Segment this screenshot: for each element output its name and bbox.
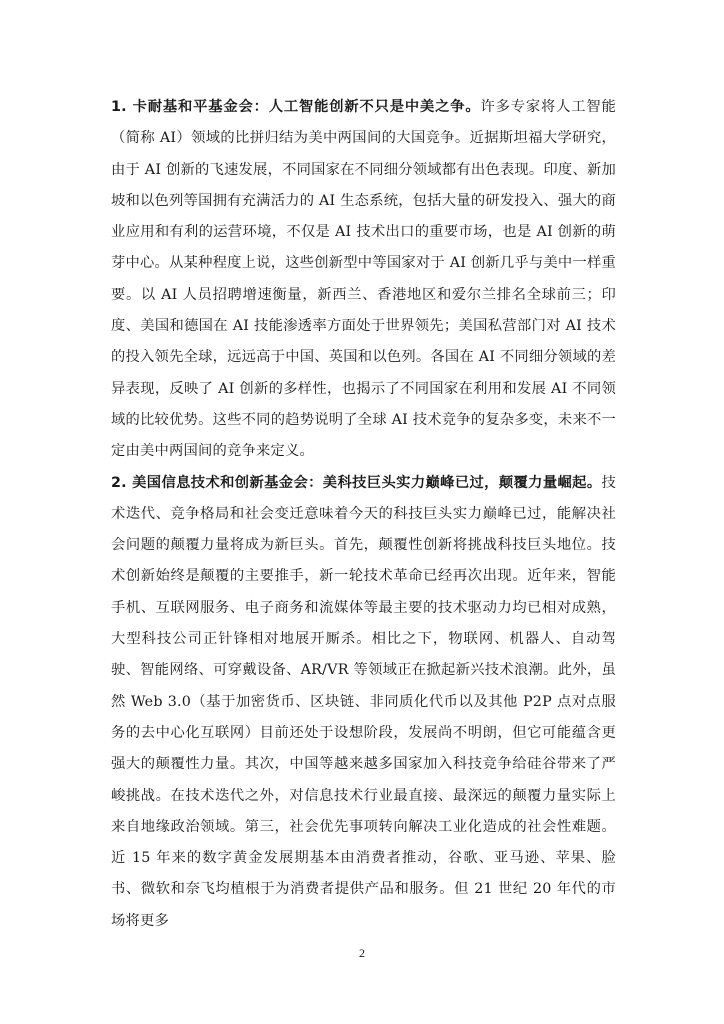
paragraph-2 (111, 468, 616, 937)
paragraph-1-body: 许多专家将人工智能（简称 AI）领域的比拼归结为美中两国间的大国竞争。近据斯坦福大学研究，由于 AI 创新的飞速发展，不同国家在不同细分领域都有出色表现。印度、新加坡和以色列等国拥有充满活力的 AI 生态系统，包括大量的研发投入、强大的商业应用和有利的运营环境，不仅是 AI 技术出口的重要市场，也是 AI 创新的萌芽中心。从某种程度上说，这些创新型中等国家对于 AI 创新几乎与美中一样重要。以 AI 人员招聘增速衡量，新西兰、香港地区和爱尔兰排名全球前三；印度、美国和德国在 AI 技能渗透率方面处于世界领先；美国私营部门对 AI 技术的投入领先全球，远远高于中国、英国和以色列。各国在 AI 不同细分领域的差异表现，反映了 AI 创新的多样性，也揭示了不同国家在利用和发展 AI 不同领域的比较优势。这些不同的趋势说明了全球 AI 技术竞争的复杂多变，未来不一定由美中两国间的竞争来定义。 (111, 99, 616, 460)
document-body (111, 92, 616, 937)
paragraph-1 (111, 92, 616, 468)
paragraph-1-heading: 1. 卡耐基和平基金会：人工智能创新不只是中美之争。 (111, 99, 481, 115)
page-number: 2 (359, 946, 365, 960)
paragraph-2-body: 技术迭代、竞争格局和社会变迁意味着今天的科技巨头实力巅峰已过，能解决社会问题的颠覆力量将成为新巨头。首先，颠覆性创新将挑战科技巨头地位。技术创新始终是颠覆的主要推手，新一轮技术革命已经再次出现。近年来，智能手机、互联网服务、电子商务和流媒体等最主要的技术驱动力均已相对成熟，大型科技公司正针锋相对地展开厮杀。相比之下，物联网、机器人、自动驾驶、智能网络、可穿戴设备、AR/VR 等领域正在掀起新兴技术浪潮。此外，虽然 Web 3.0（基于加密货币、区块链、非同质化代币以及其他 P2P 点对点服务的去中心化互联网）目前还处于设想阶段，发展尚不明朗，但它可能蕴含更强大的颠覆性力量。其次，中国等越来越多国家加入科技竞争给硅谷带来了严峻挑战。在技术迭代之外，对信息技术行业最直接、最深远的颠覆力量实际上来自地缘政治领域。第三，社会优先事项转向解决工业化造成的社会性难题。近 15 年来的数字黄金发展期基本由消费者推动，谷歌、亚马逊、苹果、脸书、微软和奈飞均植根于为消费者提供产品和服务。但 21 世纪 20 年代的市场将更多 (111, 474, 616, 929)
paragraph-2-heading: 2. 美国信息技术和创新基金会：美科技巨头实力巅峰已过，颠覆力量崛起。 (111, 474, 602, 491)
